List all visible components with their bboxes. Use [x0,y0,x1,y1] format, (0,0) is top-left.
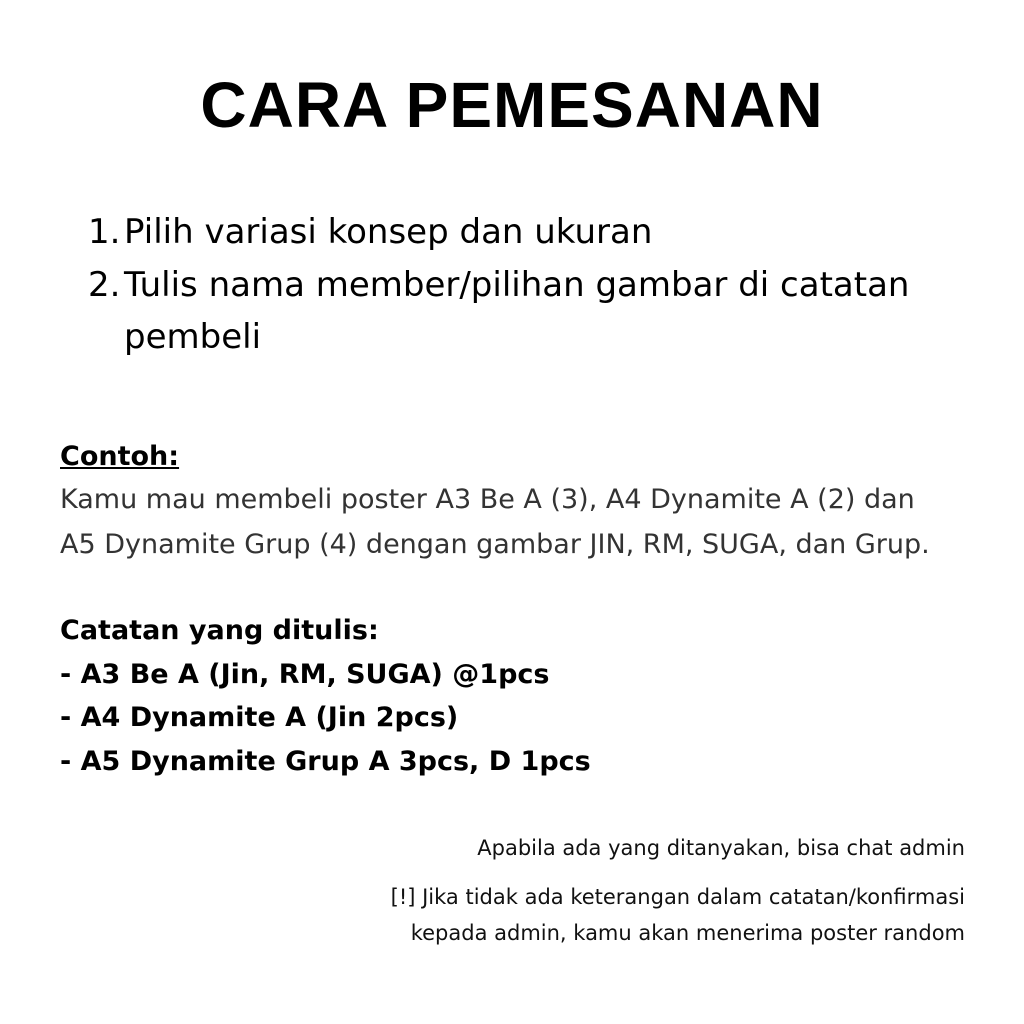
warning-line: kepada admin, kamu akan menerima poster random [410,921,965,945]
step-item [88,259,968,363]
warning-line: [!] Jika tidak ada keterangan dalam catatan/konfirmasi [390,885,965,909]
contact-note: Apabila ada yang ditanyakan, bisa chat admin [477,836,965,860]
step-text: Pilih variasi konsep dan ukuran [124,212,653,252]
page-title: CARA PEMESANAN [200,69,824,141]
note-line: - A3 Be A (Jin, RM, SUGA) @1pcs [60,659,550,690]
step-text: Tulis nama member/pilihan gambar di catatan pembeli [124,265,910,357]
step-number: 1. [88,212,121,252]
step-item [88,206,968,258]
step-number: 2. [88,265,121,305]
note-line: - A5 Dynamite Grup A 3pcs, D 1pcs [60,746,591,777]
example-heading: Contoh: [60,441,180,472]
example-line: A5 Dynamite Grup (4) dengan gambar JIN, RM, SUGA, dan Grup. [60,529,930,560]
note-line: - A4 Dynamite A (Jin 2pcs) [60,702,459,733]
notes-heading: Catatan yang ditulis: [60,615,379,646]
example-line: Kamu mau membeli poster A3 Be A (3), A4 Dynamite A (2) dan [60,484,915,515]
